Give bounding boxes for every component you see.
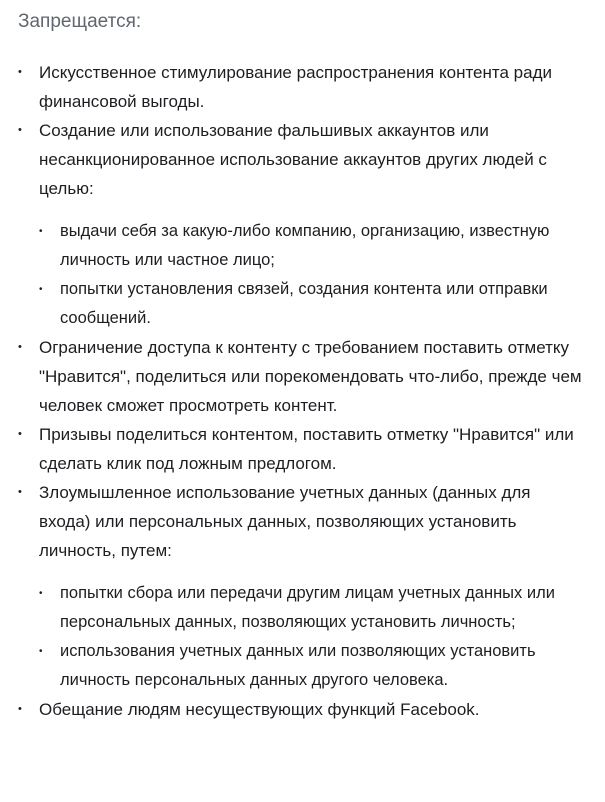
section-heading: Запрещается: — [18, 11, 142, 32]
list-item — [18, 58, 605, 116]
list-item-text: Обещание людям несуществующих функций Facebook. — [39, 700, 480, 719]
list-item-text: Злоумышленное использование учетных данных (данных для входа) или персональных данных, позволяющих установить личность, путем: — [39, 483, 531, 560]
bullet-icon: • — [39, 646, 43, 657]
sub-list — [39, 579, 605, 695]
sub-list-item — [39, 275, 605, 333]
list-item — [18, 478, 605, 695]
list-item-text: Создание или использование фальшивых аккаунтов или несанкционированное использование аккаунтов других людей с целью: — [39, 121, 547, 198]
bullet-icon: • — [18, 66, 22, 78]
sub-list-item-text: использования учетных данных или позволяющих установить личность персональных данных другого человека. — [60, 642, 536, 689]
sub-list-item — [39, 637, 605, 695]
bullet-icon: • — [18, 428, 22, 440]
list-item — [18, 695, 605, 724]
list-item — [18, 116, 605, 333]
list-item-text: Ограничение доступа к контенту с требованием поставить отметку "Нравится", поделиться или порекомендовать что-либо, прежде чем человек сможет просмотреть контент. — [39, 338, 582, 415]
sub-list-item-text: попытки сбора или передачи другим лицам учетных данных или персональных данных, позволяющих установить личность; — [60, 584, 555, 631]
bullet-icon: • — [18, 341, 22, 353]
list-item — [18, 420, 605, 478]
list-item-text: Призывы поделиться контентом, поставить отметку "Нравится" или сделать клик под ложным предлогом. — [39, 425, 574, 473]
list-item — [18, 333, 605, 420]
sub-list-item — [39, 579, 605, 637]
sub-list-item — [39, 217, 605, 275]
sub-list-item-text: попытки установления связей, создания контента или отправки сообщений. — [60, 280, 548, 327]
bullet-icon: • — [39, 226, 43, 237]
sub-list-item-text: выдачи себя за какую-либо компанию, организацию, известную личность или частное лицо; — [60, 222, 550, 269]
prohibited-list — [18, 58, 605, 724]
bullet-icon: • — [18, 486, 22, 498]
bullet-icon: • — [18, 703, 22, 715]
sub-list — [39, 217, 605, 333]
list-item-text: Искусственное стимулирование распространения контента ради финансовой выгоды. — [39, 63, 552, 111]
bullet-icon: • — [39, 284, 43, 295]
bullet-icon: • — [18, 124, 22, 136]
bullet-icon: • — [39, 588, 43, 599]
